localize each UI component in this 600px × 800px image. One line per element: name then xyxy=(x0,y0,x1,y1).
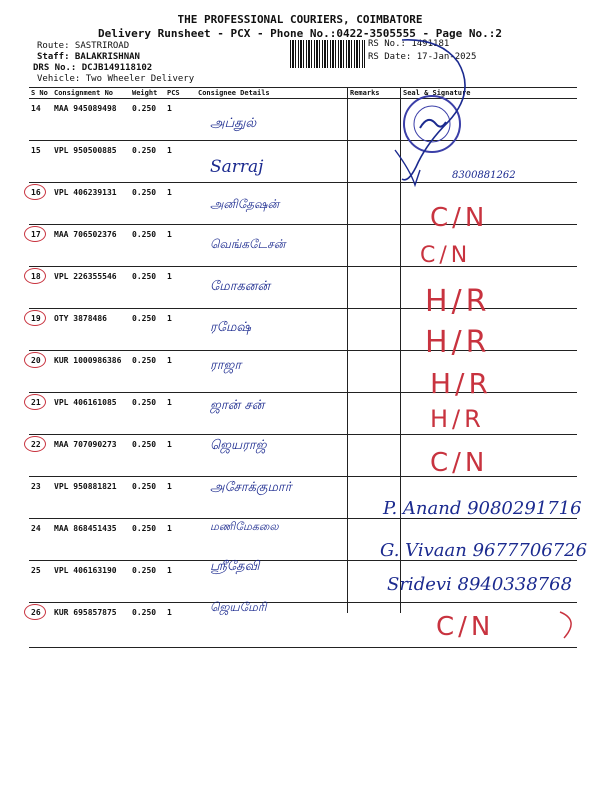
delivery-status-mark: C/N xyxy=(420,243,472,268)
col-remarks: Remarks xyxy=(348,88,401,99)
consignee-handwriting: அப்துல் xyxy=(210,116,257,131)
cell-sno: 14 xyxy=(29,99,52,141)
cell-sno: 24 xyxy=(29,519,52,561)
delivery-status-mark: C/N xyxy=(430,448,489,478)
cell-sno: 20 xyxy=(29,351,52,393)
cell-pcs: 1 xyxy=(165,477,196,519)
col-consignment: Consignment No xyxy=(52,88,130,99)
runsheet-subtitle: Delivery Runsheet - PCX - Phone No.:0422-3505555 - Page No.:2 xyxy=(98,27,502,40)
cell-consignment: VPL 950500885 xyxy=(52,141,130,183)
cell-pcs: 1 xyxy=(165,183,196,225)
consignee-handwriting: ஸ்ரீதேவி xyxy=(210,559,260,574)
consignee-handwriting: ஜான் சன் xyxy=(210,398,265,413)
cell-pcs: 1 xyxy=(165,141,196,183)
cell-consignment: MAA 707090273 xyxy=(52,435,130,477)
consignee-handwriting: வெங்கடேசன் xyxy=(210,237,286,251)
sno-circle-mark xyxy=(24,394,46,410)
cell-consignment: MAA 945089498 xyxy=(52,99,130,141)
cell-weight: 0.250 xyxy=(130,267,165,309)
sno-circle-mark xyxy=(24,184,46,200)
cell-pcs: 1 xyxy=(165,561,196,603)
delivery-status-mark: H/R xyxy=(425,284,491,319)
cell-pcs: 1 xyxy=(165,267,196,309)
cell-consignment: KUR 695857875 xyxy=(52,603,130,648)
col-consignee: Consignee Details xyxy=(196,88,348,99)
consignee-handwriting: ஜெயமேரி xyxy=(210,600,267,614)
cell-weight: 0.250 xyxy=(130,435,165,477)
cell-sno: 18 xyxy=(29,267,52,309)
sno-circle-mark xyxy=(24,268,46,284)
consignee-handwriting: அனிதேஷன் xyxy=(210,197,280,211)
col-sno: S No xyxy=(29,88,52,99)
cell-consignment: VPL 406161085 xyxy=(52,393,130,435)
delivery-status-mark: H/R xyxy=(425,325,491,360)
cell-weight: 0.250 xyxy=(130,393,165,435)
sno-circle-mark xyxy=(24,310,46,326)
receiver-signature: G. Vivaan 9677706726 xyxy=(380,540,588,561)
consignee-handwriting: ரமேஷ் xyxy=(210,320,251,335)
cell-sno: 25 xyxy=(29,561,52,603)
cell-consignment: VPL 226355546 xyxy=(52,267,130,309)
consignee-handwriting: ராஜா xyxy=(210,358,242,373)
cell-consignment: VPL 406163190 xyxy=(52,561,130,603)
drs-number: DRS No.: DCJB149118102 xyxy=(33,63,153,73)
cell-sno: 17 xyxy=(29,225,52,267)
receiver-signature: Sridevi 8940338768 xyxy=(387,574,573,595)
rs-number: RS No.: 1491181 xyxy=(368,39,450,49)
cell-consignment: OTY 3878486 xyxy=(52,309,130,351)
cell-pcs: 1 xyxy=(165,99,196,141)
cell-consignment: KUR 1000986386 xyxy=(52,351,130,393)
cell-pcs: 1 xyxy=(165,435,196,477)
cell-consignment: VPL 406239131 xyxy=(52,183,130,225)
col-signature: Seal & Signature xyxy=(401,88,577,99)
col-pcs: PCS xyxy=(165,88,196,99)
sno-circle-mark xyxy=(24,226,46,242)
cell-consignment: MAA 706502376 xyxy=(52,225,130,267)
cell-consignment: MAA 868451435 xyxy=(52,519,130,561)
sno-circle-mark xyxy=(24,352,46,368)
cell-sno: 22 xyxy=(29,435,52,477)
sno-circle-mark xyxy=(24,604,46,620)
col-weight: Weight xyxy=(130,88,165,99)
consignee-handwriting: மோகனன் xyxy=(210,279,271,294)
cell-sno: 23 xyxy=(29,477,52,519)
consignee-handwriting: ஜெயராஜ் xyxy=(210,438,267,453)
cell-sno: 21 xyxy=(29,393,52,435)
company-seal xyxy=(404,96,460,152)
cell-sno: 26 xyxy=(29,603,52,648)
cell-sno: 19 xyxy=(29,309,52,351)
cell-pcs: 1 xyxy=(165,393,196,435)
cell-weight: 0.250 xyxy=(130,99,165,141)
cell-pcs: 1 xyxy=(165,603,196,648)
cell-weight: 0.250 xyxy=(130,309,165,351)
cell-sno: 15 xyxy=(29,141,52,183)
cell-pcs: 1 xyxy=(165,351,196,393)
sno-circle-mark xyxy=(24,436,46,452)
vehicle-label: Vehicle: Two Wheeler Delivery xyxy=(37,74,195,84)
cell-pcs: 1 xyxy=(165,309,196,351)
cell-consignment: VPL 950881821 xyxy=(52,477,130,519)
receiver-signature: P. Anand 9080291716 xyxy=(383,498,582,519)
cell-weight: 0.250 xyxy=(130,225,165,267)
receiver-signature: 8300881262 xyxy=(452,170,516,181)
cell-weight: 0.250 xyxy=(130,603,165,648)
delivery-status-mark: C/N xyxy=(430,203,489,233)
rs-date: RS Date: 17-Jan-2025 xyxy=(368,52,477,62)
delivery-status-mark: C/N xyxy=(436,612,495,642)
cell-weight: 0.250 xyxy=(130,477,165,519)
cell-sno: 16 xyxy=(29,183,52,225)
staff-label: Staff: BALAKRISHNAN xyxy=(37,52,140,62)
cell-weight: 0.250 xyxy=(130,561,165,603)
cell-weight: 0.250 xyxy=(130,183,165,225)
cell-weight: 0.250 xyxy=(130,141,165,183)
delivery-status-mark: H/R xyxy=(430,405,485,433)
delivery-status-mark: H/R xyxy=(430,367,492,400)
cell-pcs: 1 xyxy=(165,225,196,267)
cell-weight: 0.250 xyxy=(130,351,165,393)
red-bracket-stroke xyxy=(560,612,571,638)
consignee-handwriting: அசோக்குமார் xyxy=(210,480,292,495)
consignee-handwriting: Sarraj xyxy=(210,157,264,177)
consignee-handwriting: மணிமேகலை xyxy=(210,520,279,533)
cell-weight: 0.250 xyxy=(130,519,165,561)
cell-pcs: 1 xyxy=(165,519,196,561)
route-label: Route: SASTRIROAD xyxy=(37,41,130,51)
company-title: THE PROFESSIONAL COURIERS, COIMBATORE xyxy=(177,13,423,26)
